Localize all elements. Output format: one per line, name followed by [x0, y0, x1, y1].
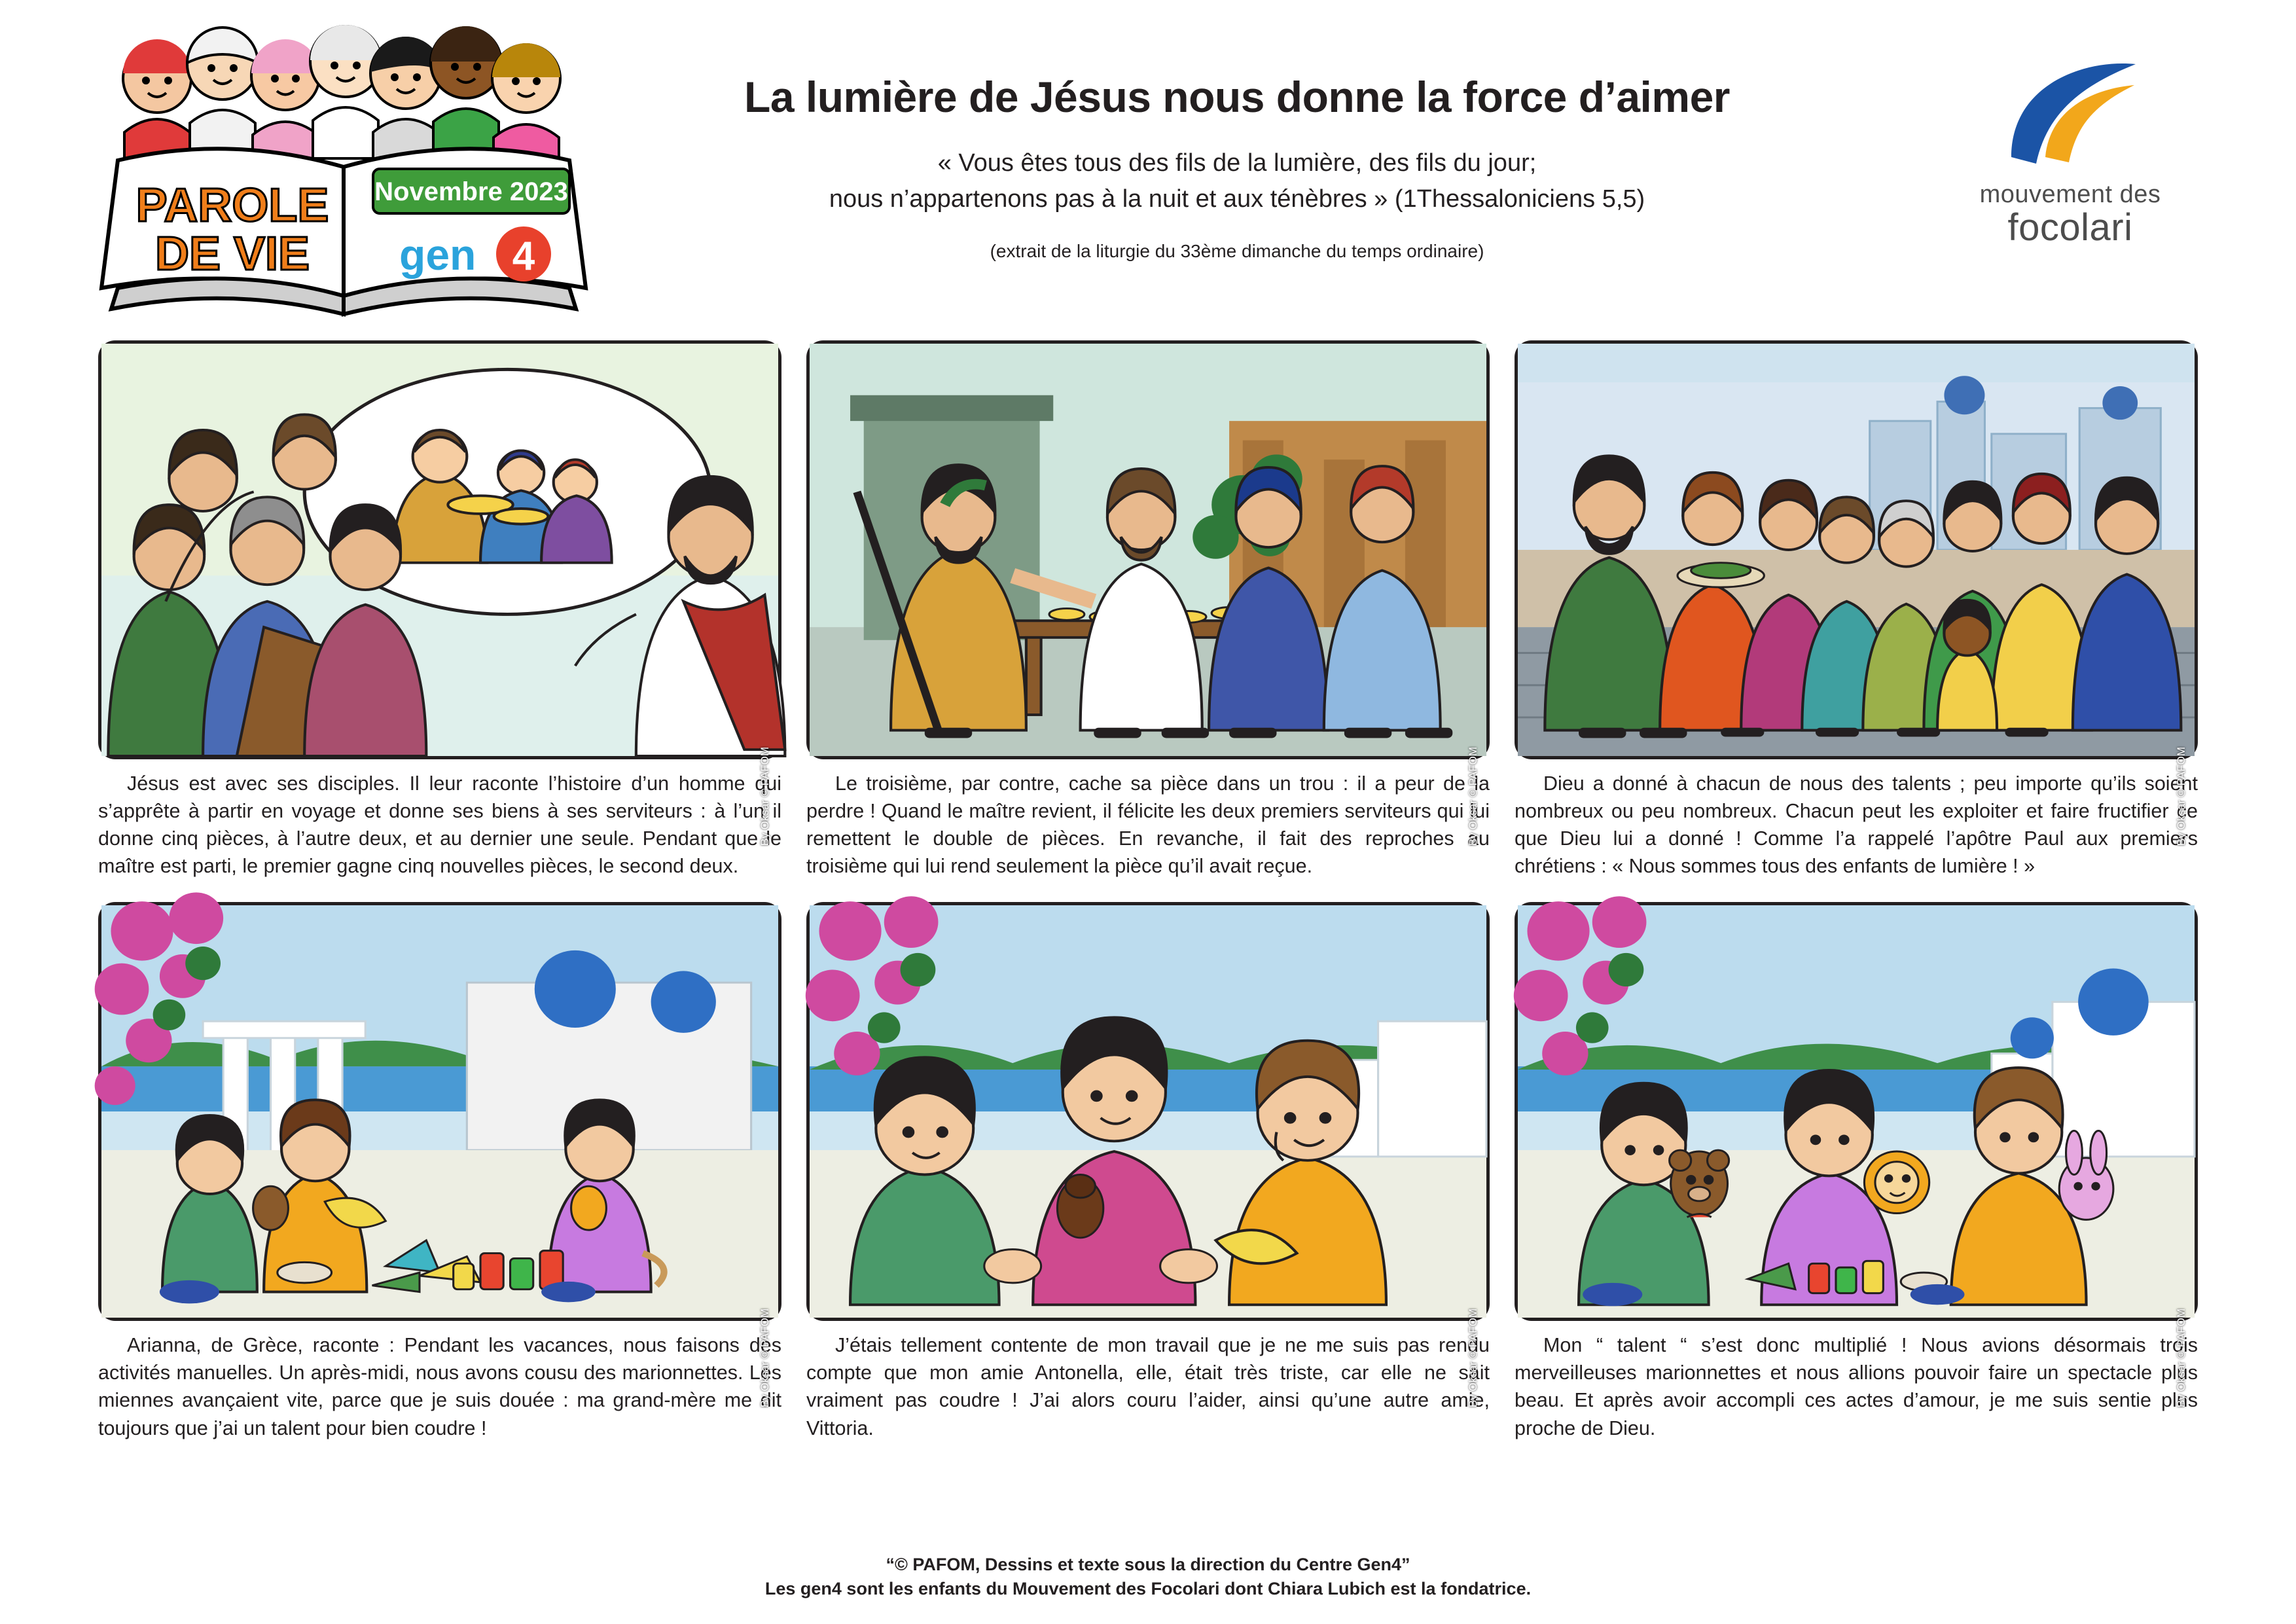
gen4-logo	[399, 226, 551, 281]
page-footer	[0, 1555, 2296, 1599]
verse-line-2: nous n’appartenons pas à la nuit et aux ténèbres » (1Thessaloniciens 5,5)	[829, 185, 1645, 213]
comic-cell-4	[98, 902, 781, 1441]
focolari-logo	[1916, 59, 2224, 268]
scripture-verse	[628, 145, 1846, 217]
panel-caption-5: J’étais tellement contente de mon travail que je ne me suis pas rendu compte que mon amie Antonella, elle, était très triste, car elle ne sait vraiment pas coudre ! J’ai alors couru l’aider, ainsi qu’une autre amie, Vittoria.	[806, 1334, 1490, 1439]
panel-credit: By Oksar © PAFOM	[2175, 1308, 2187, 1408]
panel-credit: By Oksar © PAFOM	[759, 1308, 771, 1408]
comic-grid	[0, 340, 2296, 1442]
date-badge	[373, 169, 569, 213]
logo-word-parole: PAROLE	[135, 179, 329, 232]
parole-de-vie-logo	[92, 13, 609, 327]
comic-cell-1	[98, 340, 781, 880]
comic-cell-3	[1515, 340, 2198, 880]
panel-credit: By Oksar © PAFOM	[2175, 747, 2187, 846]
verse-line-1: « Vous êtes tous des fils de la lumière, des fils du jour;	[937, 149, 1537, 177]
focolari-line-1: mouvement des	[1979, 181, 2161, 208]
panel-caption-4: Arianna, de Grèce, raconte : Pendant les vacances, nous faisons des activités manuelles. Un après-midi, nous avons cousu des marionnettes. Les miennes avançaient vite, parce que je suis douée : ma grand-mère me dit toujours que j’ai un talent pour bien coudre !	[98, 1334, 781, 1439]
title-block	[628, 72, 1846, 262]
panel-credit: By Oksar © PAFOM	[759, 747, 771, 846]
svg-text:gen: gen	[399, 230, 476, 279]
comic-cell-6	[1515, 902, 2198, 1441]
focolari-mark-icon	[1985, 59, 2155, 177]
panel-caption-1: Jésus est avec ses disciples. Il leur raconte l’histoire d’un homme qui s’apprête à partir en voyage et donne ses biens à ses serviteurs : à l’un il donne cinq pièces, à l’autre deux, et au dernier une seule. Pendant que le maître est parti, le premier gagne cinq nouvelles pièces, le second deux.	[98, 772, 781, 878]
panel-caption-3: Dieu a donné à chacun de nous des talents ; peu importe qu’ils soient nombreux ou peu nombreux. Chacun peut les exploiter et faire fructifier ce que Dieu lui a donné ! Comme l’a rappelé l’apôtre Paul aux premiers chrétiens : « Nous sommes tous des enfants de lumière ! »	[1515, 772, 2198, 878]
comic-cell-2	[806, 340, 1490, 880]
panel-caption-6: Mon “ talent “ s’est donc multiplié ! Nous avions désormais trois merveilleuses marionnettes et nous allions pouvoir faire un spectacle plus beau. Et après avoir accompli ces actes d’amour, je me suis sentie plus proche de Dieu.	[1515, 1334, 2198, 1439]
panel-credit: By Oksar © PAFOM	[1467, 1308, 1479, 1408]
footer-line-1: “© PAFOM, Dessins et texte sous la direction du Centre Gen4”	[886, 1555, 1410, 1574]
footer-line-2: Les gen4 sont les enfants du Mouvement des Focolari dont Chiara Lubich est la fondatrice.	[764, 1579, 1532, 1598]
page-title: La lumière de Jésus nous donne la force d’aimer	[744, 73, 1730, 121]
page-header	[0, 0, 2296, 340]
focolari-line-2: focolari	[2007, 206, 2133, 249]
panel-caption-2: Le troisième, par contre, cache sa pièce dans un trou : il a peur de la perdre ! Quand le maître revient, il félicite les deux premiers serviteurs qui lui remettent le double de pièces. En revanche, il fait des reproches au troisième qui lui rend seulement la pièce qu’il avait reçue.	[806, 772, 1490, 878]
liturgy-note: (extrait de la liturgie du 33ème dimanche du temps ordinaire)	[990, 241, 1484, 262]
logo-word-devie: DE VIE	[154, 228, 310, 280]
panel-credit: By Oksar © PAFOM	[1467, 747, 1479, 846]
svg-text:4: 4	[512, 234, 535, 279]
comic-cell-5	[806, 902, 1490, 1441]
svg-text:Novembre 2023: Novembre 2023	[374, 177, 568, 206]
